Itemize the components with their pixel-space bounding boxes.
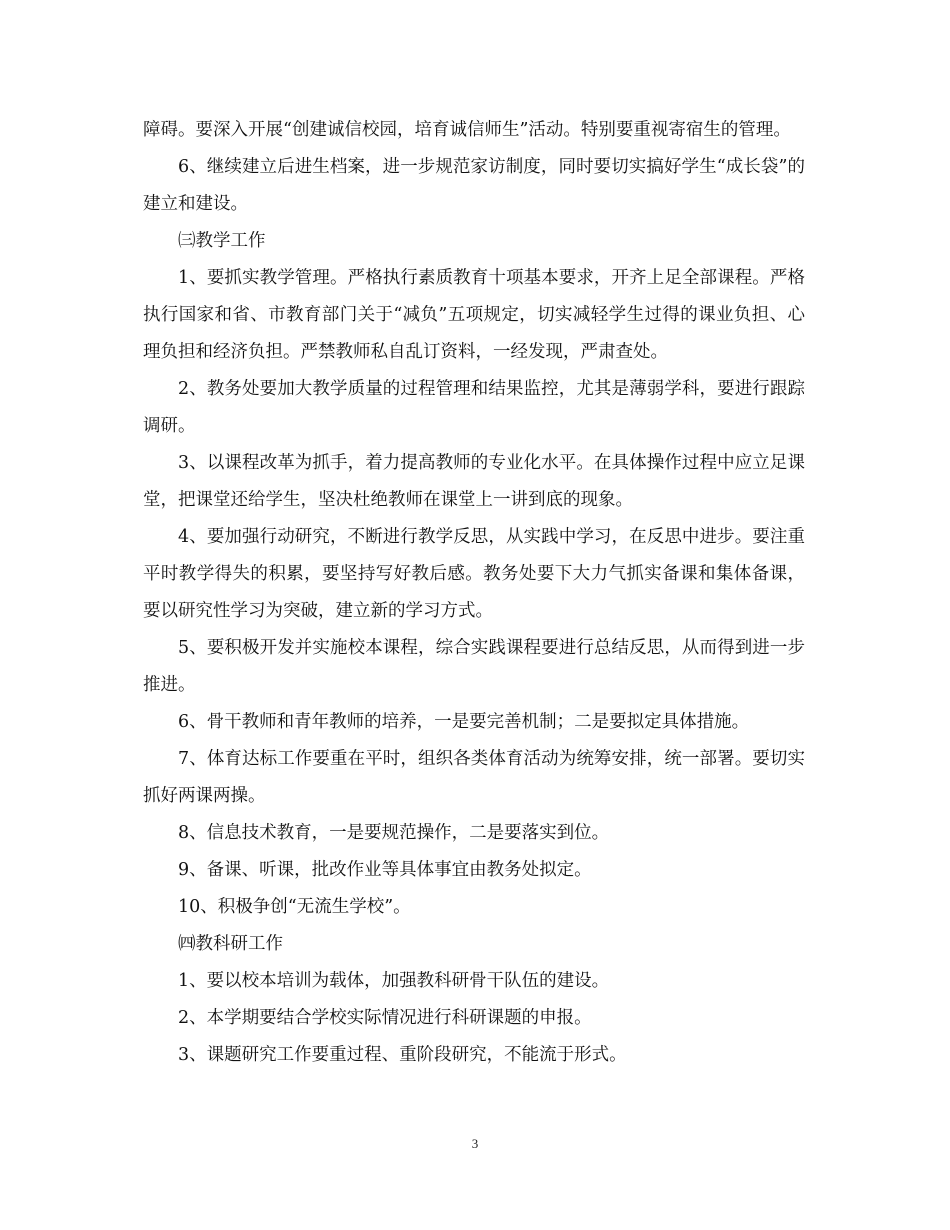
paragraph: 7、体育达标工作要重在平时，组织各类体育活动为统筹安排，统一部署。要切实抓好两课两操。 — [143, 749, 805, 806]
section-heading: ㈣教科研工作 — [178, 934, 283, 954]
paragraph: 10、积极争创“无流生学校”。 — [178, 897, 411, 917]
paragraph: 3、以课程改革为抓手，着力提高教师的专业化水平。在具体操作过程中应立足课堂，把课堂还给学生，坚决杜绝教师在课堂上一讲到底的现象。 — [143, 453, 805, 510]
paragraph: 1、要以校本培训为载体，加强教科研骨干队伍的建设。 — [178, 971, 610, 991]
paragraph: 1、要抓实教学管理。严格执行素质教育十项基本要求，开齐上足全部课程。严格执行国家和省、市教育部门关于“减负”五项规定，切实减轻学生过得的课业负担、心理负担和经济负担。严禁教师私自乱订资料，一经发现，严肃查处。 — [143, 268, 805, 362]
paragraph: 6、骨干教师和青年教师的培养，一是要完善机制；二是要拟定具体措施。 — [178, 712, 750, 732]
section-heading: ㈢教学工作 — [178, 231, 266, 251]
paragraph: 4、要加强行动研究，不断进行教学反思，从实践中学习，在反思中进步。要注重平时教学得失的积累，要坚持写好教后感。教务处要下大力气抓实备课和集体备课，要以研究性学习为突破，建立新的学习方式。 — [143, 527, 805, 621]
document-body — [143, 112, 805, 1074]
paragraph: 2、教务处要加大教学质量的过程管理和结果监控，尤其是薄弱学科，要进行跟踪调研。 — [143, 379, 805, 436]
paragraph: 8、信息技术教育，一是要规范操作，二是要落实到位。 — [178, 823, 610, 843]
paragraph: 障碍。要深入开展“创建诚信校园，培育诚信师生”活动。特别要重视寄宿生的管理。 — [143, 120, 791, 140]
paragraph: 3、课题研究工作要重过程、重阶段研究，不能流于形式。 — [178, 1045, 627, 1065]
paragraph: 6、继续建立后进生档案，进一步规范家访制度，同时要切实搞好学生“成长袋”的建立和建设。 — [143, 157, 805, 214]
paragraph: 9、备课、听课，批改作业等具体事宜由教务处拟定。 — [178, 860, 592, 880]
page-number: 3 — [471, 1136, 479, 1151]
paragraph: 5、要积极开发并实施校本课程，综合实践课程要进行总结反思，从而得到进一步推进。 — [143, 638, 805, 695]
paragraph: 2、本学期要结合学校实际情况进行科研课题的申报。 — [178, 1008, 592, 1028]
